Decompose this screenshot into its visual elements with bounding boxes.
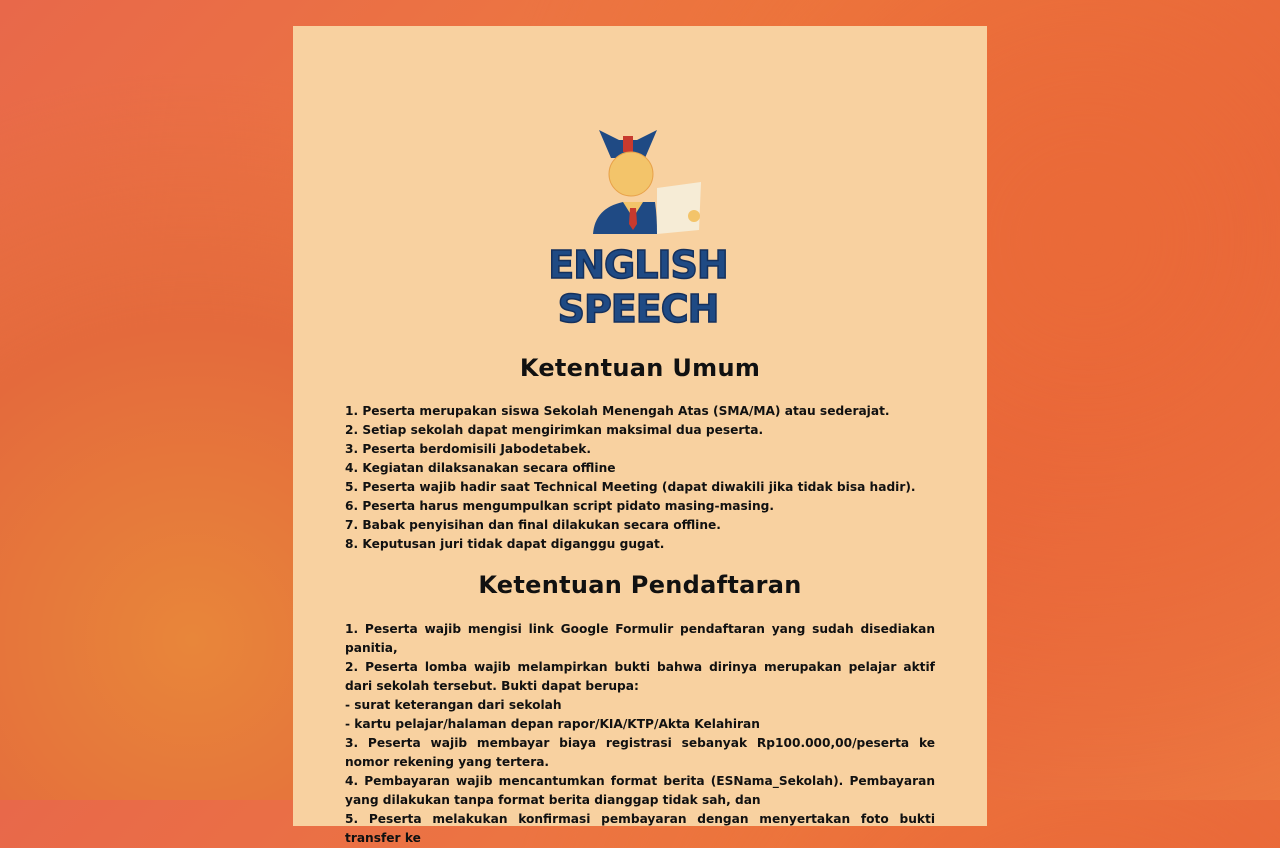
- list-item: 3. Peserta berdomisili Jabodetabek.: [345, 442, 591, 456]
- list-item: 8. Keputusan juri tidak dapat diganggu gugat.: [345, 537, 665, 551]
- list-item: 5. Peserta wajib hadir saat Technical Meeting (dapat diwakili jika tidak bisa hadir).: [345, 480, 916, 494]
- list-item: 5. Peserta melakukan konfirmasi pembayaran dengan menyertakan foto bukti transfer ke: [345, 812, 935, 845]
- list-item: 1. Peserta merupakan siswa Sekolah Menengah Atas (SMA/MA) atau sederajat.: [345, 404, 890, 418]
- list-item: 4. Pembayaran wajib mencantumkan format berita (ESNama_Sekolah). Pembayaran yang dilakukan tanpa format berita dianggap tidak sah, dan: [345, 774, 935, 807]
- content-card: [293, 26, 987, 845]
- logo-text-english: ENGLISH: [548, 243, 728, 287]
- list-item: 2. Peserta lomba wajib melampirkan bukti bahwa dirinya merupakan pelajar aktif dari sekolah tersebut. Bukti dapat berupa:: [345, 660, 935, 693]
- list-item: 7. Babak penyisihan dan final dilakukan secara offline.: [345, 518, 721, 532]
- general-rules-list: [345, 402, 935, 554]
- list-item: - surat keterangan dari sekolah: [345, 698, 562, 712]
- list-item: 3. Peserta wajib membayar biaya registrasi sebanyak Rp100.000,00/peserta ke nomor rekening yang tertera.: [345, 736, 935, 769]
- list-item: 1. Peserta wajib mengisi link Google Formulir pendaftaran yang sudah disediakan panitia,: [345, 622, 935, 655]
- english-speech-logo: [533, 126, 743, 326]
- section-title-general: Ketentuan Umum: [519, 354, 761, 382]
- list-item: 4. Kegiatan dilaksanakan secara offline: [345, 461, 616, 475]
- logo-text-speech: SPEECH: [557, 287, 719, 326]
- list-item: 6. Peserta harus mengumpulkan script pidato masing-masing.: [345, 499, 774, 513]
- list-item: 2. Setiap sekolah dapat mengirimkan maksimal dua peserta.: [345, 423, 764, 437]
- section-title-registration: Ketentuan Pendaftaran: [478, 571, 802, 599]
- speaker-icon: [593, 130, 701, 234]
- registration-rules-list: [345, 620, 935, 848]
- list-item: - kartu pelajar/halaman depan rapor/KIA/KTP/Akta Kelahiran: [345, 717, 760, 731]
